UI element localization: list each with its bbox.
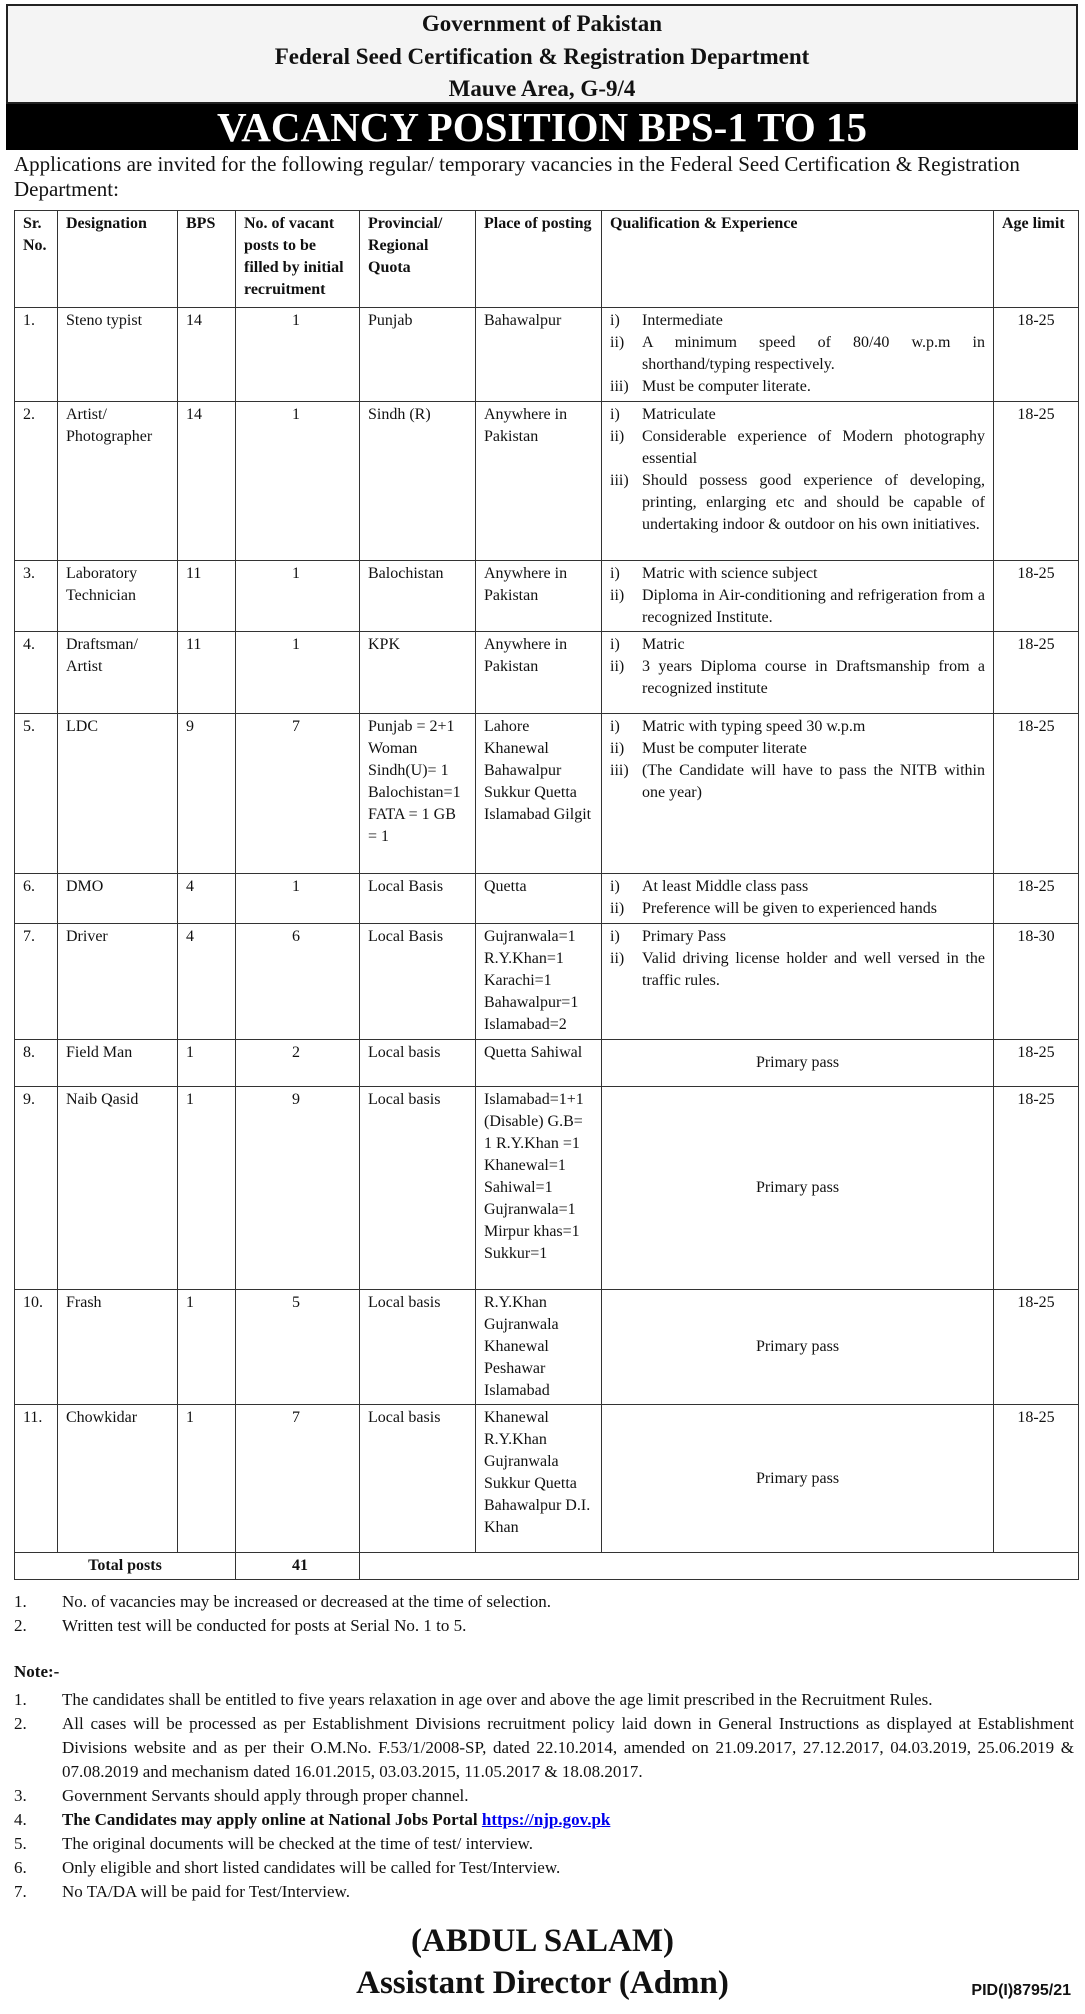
cell-place: Lahore Khanewal Bahawalpur Sukkur Quetta Islamabad Gilgit [476,714,602,874]
cell-age: 18-25 [994,874,1079,924]
table-row [15,1405,1079,1553]
qualification-text: Matriculate [642,406,716,423]
njp-portal-link[interactable]: https://njp.gov.pk [481,1810,611,1829]
qualification-number: ii) [610,428,625,445]
qualification-number: ii) [610,587,625,604]
table-row [15,874,1079,924]
note-text: The candidates shall be entitled to five years relaxation in age over and above the age limit prescribed in the Recruitment Rules. [62,1690,933,1709]
header-posts: No. of vacant posts to be filled by initial recruitment [236,211,360,308]
cell-sr: 11. [15,1405,58,1553]
qualification-text: Must be computer literate. [642,378,811,395]
qualification-text: Matric with science subject [642,565,818,582]
cell-bps: 4 [178,874,236,924]
cell-qualification [602,561,994,632]
total-empty [360,1553,1079,1580]
cell-designation: Frash [58,1290,178,1405]
cell-age: 18-30 [994,924,1079,1040]
pre-note-text: No. of vacancies may be increased or decreased at the time of selection. [62,1592,551,1611]
total-row [15,1553,1079,1580]
qualification-number: i) [610,928,620,945]
cell-qualification [602,874,994,924]
cell-place: Anywhere in Pakistan [476,402,602,561]
table-header-row [15,211,1079,308]
table-row [15,308,1079,402]
pre-note-item [14,1590,1074,1614]
qualification-item [610,332,985,376]
cell-sr: 1. [15,308,58,402]
vacancy-table-body [15,308,1079,1580]
cell-posts: 1 [236,561,360,632]
table-row [15,1290,1079,1405]
cell-quota: Local basis [360,1087,476,1290]
apply-online-text: The Candidates may apply online at National Jobs Portal [62,1810,478,1829]
qualification-item [610,876,985,898]
qualification-text: Should possess good experience of developing, printing, enlarging etc and should be capable of undertaking indoor & outdoor on his own initiatives. [642,472,985,533]
cell-qualification: Primary pass [602,1290,994,1405]
cell-qualification: Primary pass [602,1040,994,1087]
qualification-number: i) [610,878,620,895]
cell-bps: 4 [178,924,236,1040]
cell-qualification [602,924,994,1040]
note-heading: Note:- [14,1662,60,1681]
header-place: Place of posting [476,211,602,308]
header-sr: Sr. No. [15,211,58,308]
cell-posts: 7 [236,714,360,874]
note-number: 6. [14,1858,27,1877]
intro-text: Applications are invited for the following regular/ temporary vacancies in the Federal Seed Certification & Registration Department: [14,152,1020,201]
qualification-number: ii) [610,334,625,351]
cell-sr: 8. [15,1040,58,1087]
qualification-item [610,760,985,804]
vacancy-table [14,210,1079,1580]
cell-place: Quetta Sahiwal [476,1040,602,1087]
cell-qualification [602,308,994,402]
cell-place: Anywhere in Pakistan [476,632,602,714]
cell-qualification [602,632,994,714]
cell-age: 18-25 [994,1290,1079,1405]
qualification-item [610,376,985,398]
note-item [14,1688,1074,1712]
header-address: Mauve Area, G-9/4 [448,76,636,101]
qualification-item [610,898,985,920]
note-item [14,1880,1074,1904]
qualification-number: ii) [610,658,625,675]
qualification-text: Considerable experience of Modern photography essential [642,428,985,467]
qualification-text: At least Middle class pass [642,878,809,895]
cell-qualification: Primary pass [602,1087,994,1290]
qualification-text: Matric [642,636,685,653]
cell-sr: 7. [15,924,58,1040]
qualification-item [610,634,985,656]
qualification-item [610,738,985,760]
cell-age: 18-25 [994,402,1079,561]
qualification-number: iii) [610,378,629,395]
cell-quota: Local basis [360,1040,476,1087]
cell-place: Gujranwala=1 R.Y.Khan=1 Karachi=1 Bahawalpur=1 Islamabad=2 [476,924,602,1040]
cell-sr: 10. [15,1290,58,1405]
cell-designation: Chowkidar [58,1405,178,1553]
qualification-text: Intermediate [642,312,723,329]
qualification-number: ii) [610,740,625,757]
table-row [15,402,1079,561]
qualification-text: 3 years Diploma course in Draftsmanship from a recognized institute [642,658,985,697]
qualification-text: Primary Pass [642,928,726,945]
total-value: 41 [236,1553,360,1580]
table-row [15,1087,1079,1290]
cell-designation: Driver [58,924,178,1040]
note-number: 2. [14,1714,27,1733]
cell-designation: Draftsman/ Artist [58,632,178,714]
note-text: No TA/DA will be paid for Test/Interview. [62,1882,350,1901]
note-text [62,1808,1074,1832]
cell-designation: Laboratory Technician [58,561,178,632]
qualification-text: Preference will be given to experienced hands [642,900,937,917]
qualification-item [610,563,985,585]
cell-bps: 1 [178,1290,236,1405]
header-department: Federal Seed Certification & Registration Department [274,44,810,69]
header-box [6,4,1078,104]
header-quota: Provincial/ Regional Quota [360,211,476,308]
cell-quota: Local Basis [360,874,476,924]
cell-sr: 6. [15,874,58,924]
cell-age: 18-25 [994,714,1079,874]
cell-quota: Sindh (R) [360,402,476,561]
qualification-item [610,716,985,738]
header-designation: Designation [58,211,178,308]
cell-posts: 9 [236,1087,360,1290]
qualification-number: ii) [610,950,625,967]
cell-qualification: Primary pass [602,1405,994,1553]
qualification-text: Valid driving license holder and well versed in the traffic rules. [642,950,985,989]
qualification-text: (The Candidate will have to pass the NITB within one year) [642,762,985,801]
pre-note-text: Written test will be conducted for posts at Serial No. 1 to 5. [62,1616,467,1635]
note-number: 1. [14,1690,27,1709]
note-item [14,1784,1074,1808]
qualification-text: A minimum speed of 80/40 w.p.m in shorthand/typing respectively. [642,334,985,373]
qualification-item [610,404,985,426]
notes-list [14,1688,1074,1904]
cell-posts: 1 [236,308,360,402]
qualification-item [610,470,985,536]
note-item [14,1832,1074,1856]
pre-note-number: 1. [14,1592,27,1611]
table-row [15,632,1079,714]
qualification-item [610,926,985,948]
qualification-number: i) [610,718,620,735]
cell-posts: 1 [236,402,360,561]
header-age: Age limit [994,211,1079,308]
cell-bps: 1 [178,1087,236,1290]
cell-designation: Naib Qasid [58,1087,178,1290]
qualification-item [610,948,985,992]
signatory-name: (ABDUL SALAM) [410,1923,675,1959]
qualification-item [610,310,985,332]
cell-bps: 1 [178,1040,236,1087]
cell-designation: Steno typist [58,308,178,402]
cell-place: Islamabad=1+1 (Disable) G.B= 1 R.Y.Khan =1 Khanewal=1 Sahiwal=1 Gujranwala=1 Mirpur khas=1 Sukkur=1 [476,1087,602,1290]
note-item [14,1712,1074,1784]
note-number: 3. [14,1786,27,1805]
qualification-text: Must be computer literate [642,740,807,757]
cell-sr: 9. [15,1087,58,1290]
table-row [15,924,1079,1040]
cell-quota: Local basis [360,1405,476,1553]
note-number: 5. [14,1834,27,1853]
cell-place: Bahawalpur [476,308,602,402]
cell-place: Anywhere in Pakistan [476,561,602,632]
pre-note-item [14,1614,1074,1638]
note-text: Government Servants should apply through proper channel. [62,1786,469,1805]
cell-posts: 7 [236,1405,360,1553]
qualification-number: iii) [610,762,629,779]
cell-sr: 3. [15,561,58,632]
vacancy-banner: VACANCY POSITION BPS-1 TO 15 [6,104,1078,150]
cell-posts: 1 [236,632,360,714]
table-row [15,1040,1079,1087]
cell-posts: 2 [236,1040,360,1087]
cell-age: 18-25 [994,1405,1079,1553]
note-text: All cases will be processed as per Establishment Divisions recruitment policy laid down in General Instructions as displayed at Establishment Divisions website and as per their O.M.No. F.53/1/2008-SP, dated 22.10.2014, amended on 21.09.2017, 27.12.2017, 04.03.2019, 25.06.2019 & 07.08.2019 and mechanism dated 16.01.2015, 03.03.2015, 11.05.2017 & 18.08.2017. [62,1714,1074,1781]
cell-designation: DMO [58,874,178,924]
cell-designation: LDC [58,714,178,874]
qualification-text: Matric with typing speed 30 w.p.m [642,718,866,735]
cell-qualification [602,402,994,561]
cell-place: R.Y.Khan Gujranwala Khanewal Peshawar Islamabad [476,1290,602,1405]
cell-age: 18-25 [994,1087,1079,1290]
pid-number: PID(I)8795/21 [971,1982,1071,1999]
cell-quota: Punjab = 2+1 Woman Sindh(U)= 1 Balochistan=1 FATA = 1 GB = 1 [360,714,476,874]
cell-designation: Artist/ Photographer [58,402,178,561]
qualification-item [610,426,985,470]
signatory-title: Assistant Director (Admn) [356,1965,729,2001]
cell-place: Khanewal R.Y.Khan Gujranwala Sukkur Quetta Bahawalpur D.I. Khan [476,1405,602,1553]
cell-sr: 2. [15,402,58,561]
note-item [14,1808,1074,1832]
note-text: The original documents will be checked at the time of test/ interview. [62,1834,533,1853]
cell-posts: 6 [236,924,360,1040]
qualification-number: i) [610,406,620,423]
cell-sr: 5. [15,714,58,874]
cell-quota: Balochistan [360,561,476,632]
qualification-number: i) [610,636,620,653]
cell-posts: 1 [236,874,360,924]
cell-quota: KPK [360,632,476,714]
cell-designation: Field Man [58,1040,178,1087]
cell-age: 18-25 [994,1040,1079,1087]
table-row [15,714,1079,874]
note-number: 4. [14,1810,27,1829]
pre-notes [14,1590,1074,1638]
cell-quota: Local Basis [360,924,476,1040]
header-government: Government of Pakistan [421,11,663,36]
cell-quota: Punjab [360,308,476,402]
pre-note-number: 2. [14,1616,27,1635]
note-text: Only eligible and short listed candidates will be called for Test/Interview. [62,1858,561,1877]
qualification-number: ii) [610,900,625,917]
cell-sr: 4. [15,632,58,714]
qualification-number: iii) [610,472,629,489]
table-row [15,561,1079,632]
note-item [14,1856,1074,1880]
note-number: 7. [14,1882,27,1901]
qualification-item [610,656,985,700]
header-qualification: Qualification & Experience [602,211,994,308]
cell-bps: 9 [178,714,236,874]
cell-age: 18-25 [994,632,1079,714]
cell-bps: 1 [178,1405,236,1553]
cell-quota: Local basis [360,1290,476,1405]
qualification-item [610,585,985,629]
qualification-text: Diploma in Air-conditioning and refrigeration from a recognized Institute. [642,587,985,626]
cell-age: 18-25 [994,308,1079,402]
cell-bps: 11 [178,561,236,632]
qualification-number: i) [610,565,620,582]
cell-bps: 14 [178,308,236,402]
cell-bps: 14 [178,402,236,561]
cell-age: 18-25 [994,561,1079,632]
cell-bps: 11 [178,632,236,714]
cell-place: Quetta [476,874,602,924]
total-label: Total posts [15,1553,236,1580]
cell-qualification [602,714,994,874]
header-bps: BPS [178,211,236,308]
cell-posts: 5 [236,1290,360,1405]
qualification-number: i) [610,312,620,329]
